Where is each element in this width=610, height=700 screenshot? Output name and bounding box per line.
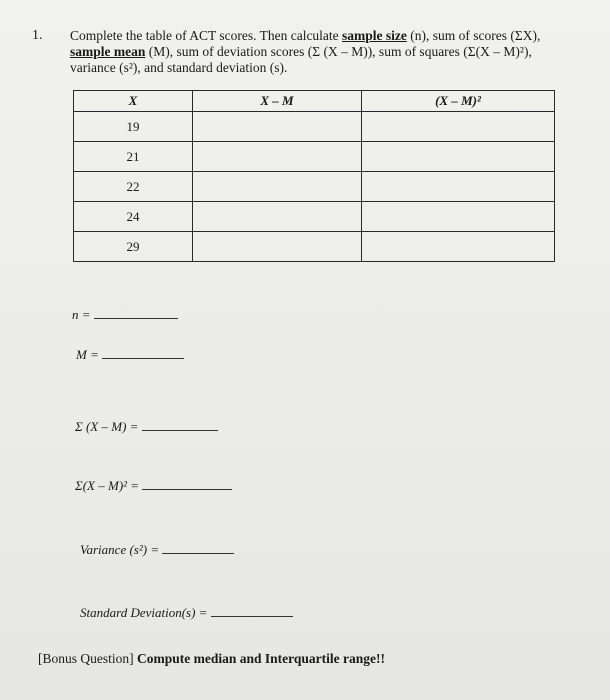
mean-row	[76, 346, 184, 363]
instruction-line-3: variance (s²), and standard deviation (s).	[70, 60, 288, 75]
header-squared-deviation: (X – M)²	[362, 91, 555, 112]
table-row	[74, 202, 555, 232]
cell-squared-deviation[interactable]	[362, 202, 555, 232]
header-deviation: X – M	[193, 91, 362, 112]
cell-squared-deviation[interactable]	[362, 142, 555, 172]
instruction-line-1	[70, 28, 600, 44]
cell-deviation[interactable]	[193, 112, 362, 142]
mean-label: M =	[76, 347, 99, 362]
std-dev-row	[80, 604, 293, 621]
std-dev-answer-blank[interactable]	[211, 604, 293, 617]
bonus-question	[38, 651, 385, 667]
instruction-text: Complete the table of ACT scores. Then calculate	[70, 28, 343, 43]
cell-squared-deviation[interactable]	[362, 172, 555, 202]
score-table	[73, 90, 555, 262]
sum-squares-label: Σ(X – M)² =	[75, 478, 140, 493]
bonus-prefix: [Bonus Question]	[38, 651, 137, 666]
sum-squares-row	[75, 477, 232, 494]
cell-deviation[interactable]	[193, 202, 362, 232]
sample-size-answer-blank[interactable]	[94, 306, 178, 319]
cell-score: 24	[74, 202, 193, 232]
mean-answer-blank[interactable]	[102, 346, 184, 359]
question-number: 1.	[32, 28, 43, 43]
cell-score: 19	[74, 112, 193, 142]
instruction-text: (M), sum of deviation scores (Σ (X – M)), sum of squares (Σ(X – M)²),	[145, 44, 532, 59]
cell-squared-deviation[interactable]	[362, 232, 555, 262]
table-header-row	[74, 91, 555, 112]
sample-size-label: n =	[72, 307, 91, 322]
std-dev-label: Standard Deviation(s) =	[80, 605, 208, 620]
sum-deviation-label: Σ (X – M) =	[75, 419, 139, 434]
cell-score: 22	[74, 172, 193, 202]
sum-squares-answer-blank[interactable]	[142, 477, 232, 490]
cell-deviation[interactable]	[193, 172, 362, 202]
term-sample-mean: sample mean	[70, 44, 146, 59]
term-sample-size: sample size	[342, 28, 407, 43]
cell-score: 29	[74, 232, 193, 262]
variance-label: Variance (s²) =	[80, 542, 160, 557]
table-row	[74, 232, 555, 262]
table-row	[74, 172, 555, 202]
sample-size-row	[72, 306, 178, 323]
sum-deviation-row	[75, 418, 218, 435]
table-row	[74, 142, 555, 172]
bonus-text: Compute median and Interquartile range!!	[137, 651, 385, 666]
question-instructions	[70, 28, 600, 76]
cell-squared-deviation[interactable]	[362, 112, 555, 142]
cell-deviation[interactable]	[193, 142, 362, 172]
variance-row	[80, 541, 234, 558]
instruction-text: (n), sum of scores (ΣX),	[406, 28, 541, 43]
header-x: X	[74, 91, 193, 112]
cell-deviation[interactable]	[193, 232, 362, 262]
variance-answer-blank[interactable]	[162, 541, 234, 554]
instruction-line-2	[70, 44, 600, 60]
sum-deviation-answer-blank[interactable]	[142, 418, 218, 431]
table-row	[74, 112, 555, 142]
cell-score: 21	[74, 142, 193, 172]
